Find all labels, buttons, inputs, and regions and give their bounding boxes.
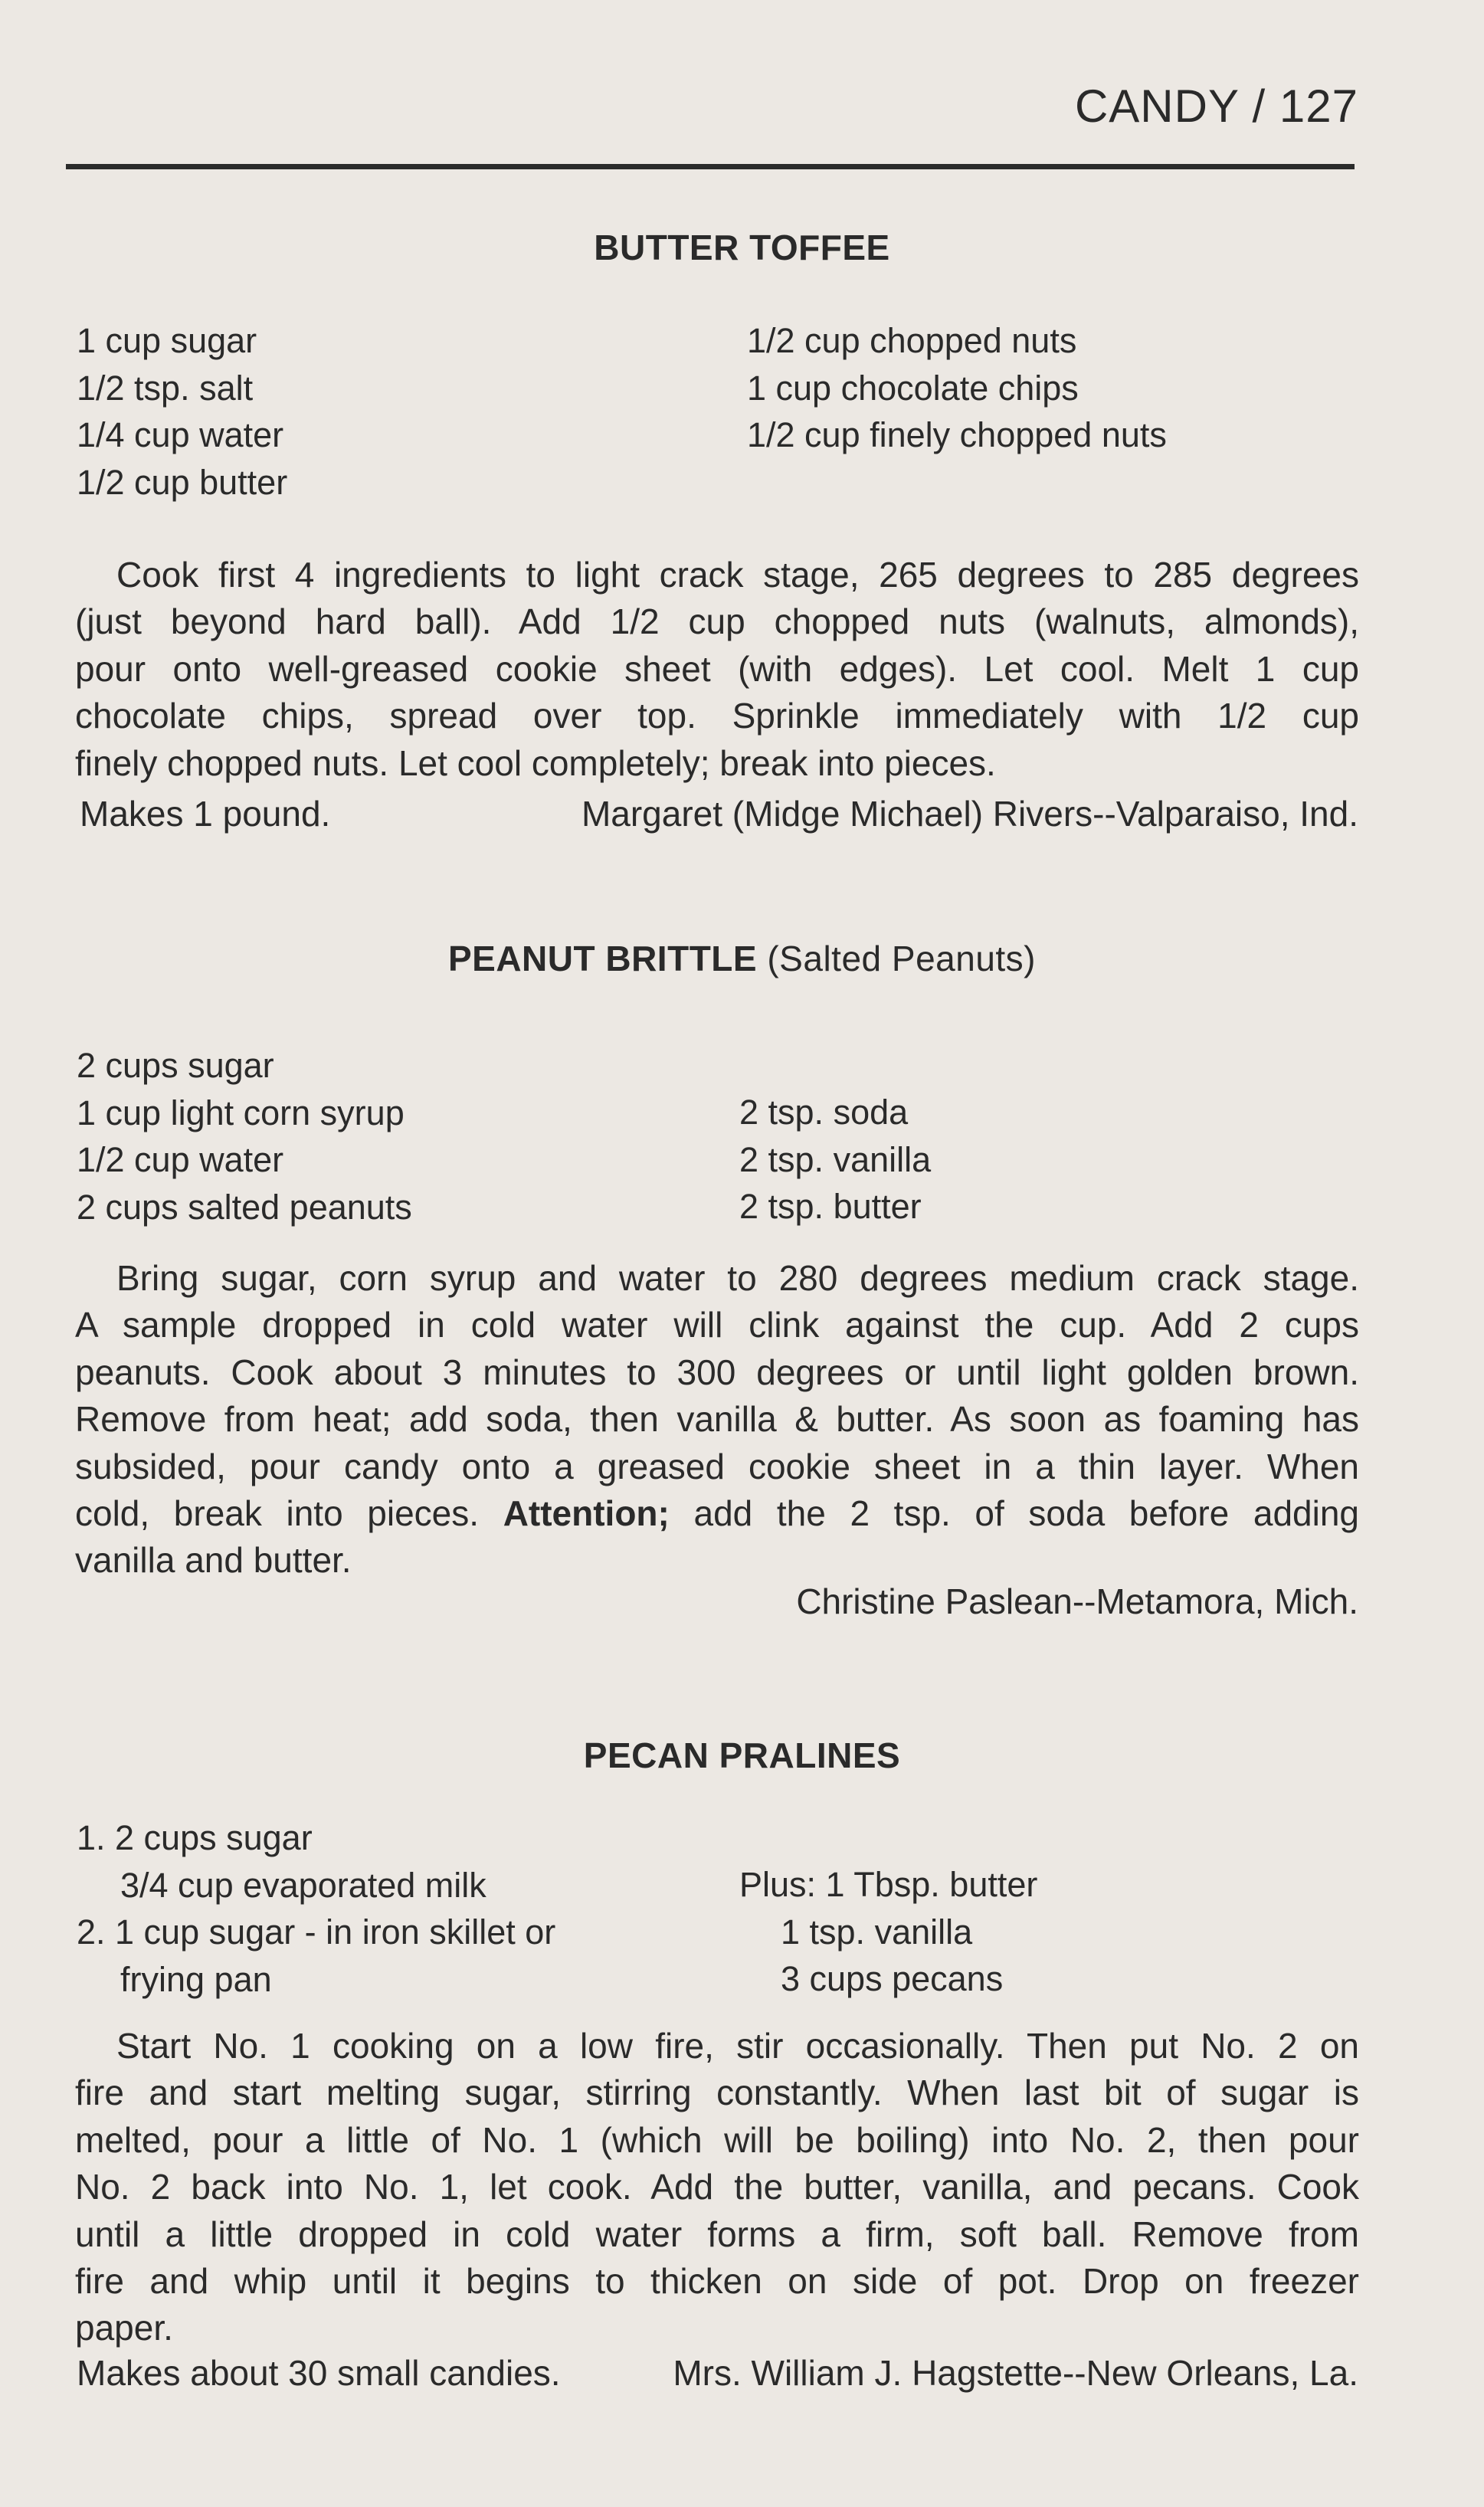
instruction-text: cold, break into pieces. xyxy=(75,1493,480,1534)
ingredient: frying pan xyxy=(120,1959,272,1999)
header-rule xyxy=(66,164,1355,169)
ingredient: 1/4 cup water xyxy=(77,415,284,454)
ingredients-right xyxy=(739,1089,931,1231)
instruction-line: pour onto well-greased cookie sheet (with edges). Let cool. Melt 1 cup xyxy=(75,648,1359,689)
instruction-line xyxy=(75,1490,1359,1537)
recipe-title: PECAN PRALINES xyxy=(583,1735,901,1775)
ingredient: 1 tsp. vanilla xyxy=(781,1912,973,1952)
ingredient: 1 cup chocolate chips xyxy=(747,368,1079,408)
ingredient: 1/2 cup butter xyxy=(77,462,288,502)
recipe-title-main: PEANUT BRITTLE xyxy=(447,939,758,978)
instruction-line: A sample dropped in cold water will clink against the cup. Add 2 cups xyxy=(75,1305,1359,1345)
recipe-contributor: Margaret (Midge Michael) Rivers--Valparaiso, Ind. xyxy=(581,794,1358,834)
instruction-line: peanuts. Cook about 3 minutes to 300 degrees or until light golden brown. xyxy=(75,1352,1359,1392)
ingredient: 2 tsp. soda xyxy=(739,1093,909,1132)
instruction-line: paper. xyxy=(75,2308,173,2348)
ingredient: 1/2 tsp. salt xyxy=(77,368,254,408)
attention-label: Attention; xyxy=(503,1493,670,1534)
recipe-instructions xyxy=(75,552,1359,787)
instruction-line: Bring sugar, corn syrup and water to 280 degrees medium crack stage. xyxy=(116,1258,1359,1298)
recipe-subtitle: (Salted Peanuts) xyxy=(767,939,1037,978)
instruction-line: vanilla and butter. xyxy=(75,1540,352,1581)
instruction-line: Cook first 4 ingredients to light crack stage, 265 degrees to 285 degrees xyxy=(116,555,1359,595)
ingredients-left xyxy=(77,1042,412,1231)
ingredient: 1. 2 cups sugar xyxy=(77,1818,313,1857)
instruction-line: Start No. 1 cooking on a low fire, stir occasionally. Then put No. 2 on xyxy=(116,2026,1359,2066)
ingredient: 2 cups salted peanuts xyxy=(77,1187,412,1227)
instruction-line: (just beyond hard ball). Add 1/2 cup chopped nuts (walnuts, almonds), xyxy=(75,601,1359,642)
recipe-yield: Makes about 30 small candies. xyxy=(77,2353,561,2393)
ingredients-right xyxy=(739,1861,1037,2003)
instruction-line: No. 2 back into No. 1, let cook. Add the butter, vanilla, and pecans. Cook xyxy=(75,2167,1359,2207)
ingredient: 1/2 cup water xyxy=(77,1140,284,1179)
instruction-line: subsided, pour candy onto a greased cookie sheet in a thin layer. When xyxy=(75,1446,1359,1486)
ingredient: 1 cup light corn syrup xyxy=(77,1093,405,1132)
instruction-line: finely chopped nuts. Let cool completely; break into pieces. xyxy=(75,742,996,783)
ingredient: 3/4 cup evaporated milk xyxy=(120,1865,486,1905)
instruction-text: add the 2 tsp. of soda before adding xyxy=(693,1493,1360,1534)
recipe-title xyxy=(0,938,1484,979)
ingredient: 3 cups pecans xyxy=(781,1959,1004,1998)
instruction-line: fire and whip until it begins to thicken on side of pot. Drop on freezer xyxy=(75,2261,1359,2302)
ingredient: 2. 1 cup sugar - in iron skillet or xyxy=(77,1912,556,1952)
recipe-contributor: Christine Paslean--Metamora, Mich. xyxy=(796,1581,1358,1621)
ingredient: 2 tsp. vanilla xyxy=(739,1139,932,1179)
instruction-line: Remove from heat; add soda, then vanilla & butter. As soon as foaming has xyxy=(75,1399,1359,1440)
ingredient: 1/2 cup chopped nuts xyxy=(747,321,1077,360)
recipe-title: BUTTER TOFFEE xyxy=(594,228,890,267)
ingredients-right xyxy=(747,317,1167,459)
instruction-line: melted, pour a little of No. 1 (which will be boiling) into No. 2, then pour xyxy=(75,2119,1359,2160)
ingredients-left xyxy=(77,317,287,506)
ingredient: 2 cups sugar xyxy=(77,1046,274,1085)
recipe-yield: Makes 1 pound. xyxy=(80,794,331,834)
ingredient: 2 tsp. butter xyxy=(739,1187,922,1226)
recipe-instructions xyxy=(75,2023,1359,2352)
running-head: CANDY / 127 xyxy=(1074,80,1358,132)
recipe-instructions xyxy=(75,1255,1359,1584)
ingredient: 1 cup sugar xyxy=(77,321,257,360)
instruction-line: until a little dropped in cold water forms a firm, soft ball. Remove from xyxy=(75,2214,1359,2254)
instruction-line: chocolate chips, spread over top. Sprinkle immediately with 1/2 cup xyxy=(75,696,1359,736)
instruction-line: fire and start melting sugar, stirring constantly. When last bit of sugar is xyxy=(75,2073,1359,2113)
ingredient: 1/2 cup finely chopped nuts xyxy=(747,415,1167,454)
ingredient: Plus: 1 Tbsp. butter xyxy=(739,1865,1038,1904)
recipe-contributor: Mrs. William J. Hagstette--New Orleans, La. xyxy=(673,2353,1358,2393)
ingredients-left xyxy=(77,1814,555,2003)
